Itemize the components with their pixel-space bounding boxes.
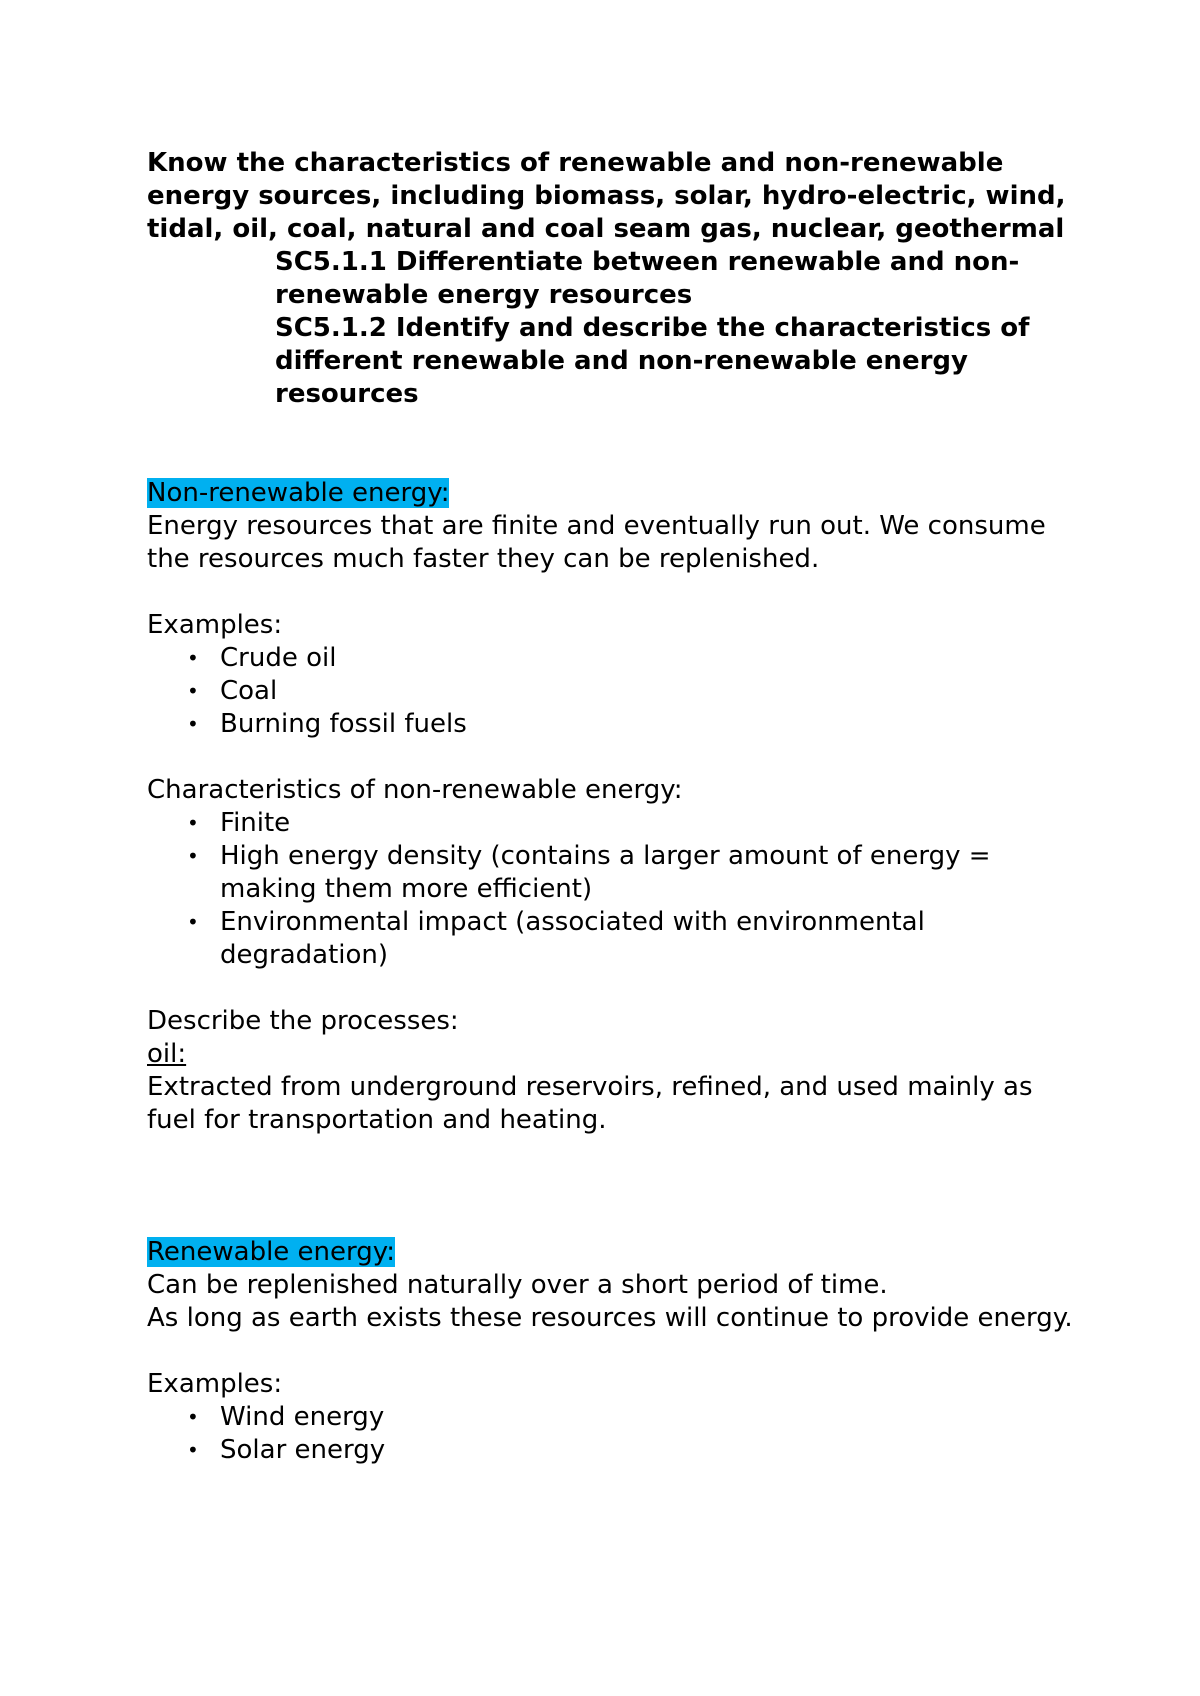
list-item-text: Burning fossil fuels bbox=[220, 709, 467, 739]
non-renewable-definition: Energy resources that are finite and eventually run out. We consume the resources much faster they can be replenished. bbox=[147, 511, 1046, 574]
list-item bbox=[187, 1401, 1077, 1434]
oil-process-text: Extracted from underground reservoirs, refined, and used mainly as fuel for transportation and heating. bbox=[147, 1072, 1033, 1135]
list-item bbox=[187, 642, 1077, 675]
renewable-examples-list bbox=[147, 1401, 1077, 1467]
renewable-title-highlight: Renewable energy: bbox=[147, 1237, 396, 1267]
non-renewable-section-title bbox=[147, 477, 1077, 510]
list-item bbox=[187, 675, 1077, 708]
outcome-sc5-1-1: SC5.1.1 Differentiate between renewable and non-renewable energy resources bbox=[275, 247, 1020, 310]
list-item-text: Environmental impact (associated with environmental degradation) bbox=[220, 907, 925, 970]
non-renewable-examples-list bbox=[147, 642, 1077, 741]
list-item-text: Coal bbox=[220, 676, 278, 706]
bullet-icon: • bbox=[187, 811, 199, 835]
renewable-definition-1: Can be replenished naturally over a short period of time. bbox=[147, 1270, 888, 1300]
list-item bbox=[187, 840, 1077, 906]
document-page bbox=[147, 147, 1077, 1467]
processes-label: Describe the processes: bbox=[147, 1006, 459, 1036]
bullet-icon: • bbox=[187, 1438, 199, 1462]
bullet-icon: • bbox=[187, 712, 199, 736]
list-item bbox=[187, 906, 1077, 972]
bullet-icon: • bbox=[187, 646, 199, 670]
bullet-icon: • bbox=[187, 844, 199, 868]
list-item-text: Crude oil bbox=[220, 643, 337, 673]
bullet-icon: • bbox=[187, 1405, 199, 1429]
list-item-text: Solar energy bbox=[220, 1435, 386, 1465]
bullet-icon: • bbox=[187, 910, 199, 934]
list-item-text: Finite bbox=[220, 808, 291, 838]
list-item bbox=[187, 1434, 1077, 1467]
renewable-definition-2: As long as earth exists these resources will continue to provide energy. bbox=[147, 1303, 1073, 1333]
list-item bbox=[187, 807, 1077, 840]
oil-label-text: oil: bbox=[147, 1039, 187, 1069]
list-item-text: High energy density (contains a larger amount of energy = making them more efficient) bbox=[220, 841, 991, 904]
oil-label bbox=[147, 1038, 1077, 1071]
renewable-examples-label: Examples: bbox=[147, 1369, 283, 1399]
renewable-section-title bbox=[147, 1236, 1077, 1269]
list-item bbox=[187, 708, 1077, 741]
outcome-sc5-1-2: SC5.1.2 Identify and describe the characteristics of different renewable and non-renewable energy resources bbox=[275, 313, 1030, 409]
document-heading: Know the characteristics of renewable and non-renewable energy sources, including biomass, solar, hydro-electric, wind, tidal, oil, coal, natural and coal seam gas, nuclear, geothermal bbox=[147, 148, 1066, 244]
non-renewable-title-highlight: Non-renewable energy: bbox=[147, 478, 450, 508]
list-item-text: Wind energy bbox=[220, 1402, 385, 1432]
characteristics-label: Characteristics of non-renewable energy: bbox=[147, 775, 683, 805]
characteristics-list bbox=[147, 807, 1077, 972]
non-renewable-examples-label: Examples: bbox=[147, 610, 283, 640]
bullet-icon: • bbox=[187, 679, 199, 703]
